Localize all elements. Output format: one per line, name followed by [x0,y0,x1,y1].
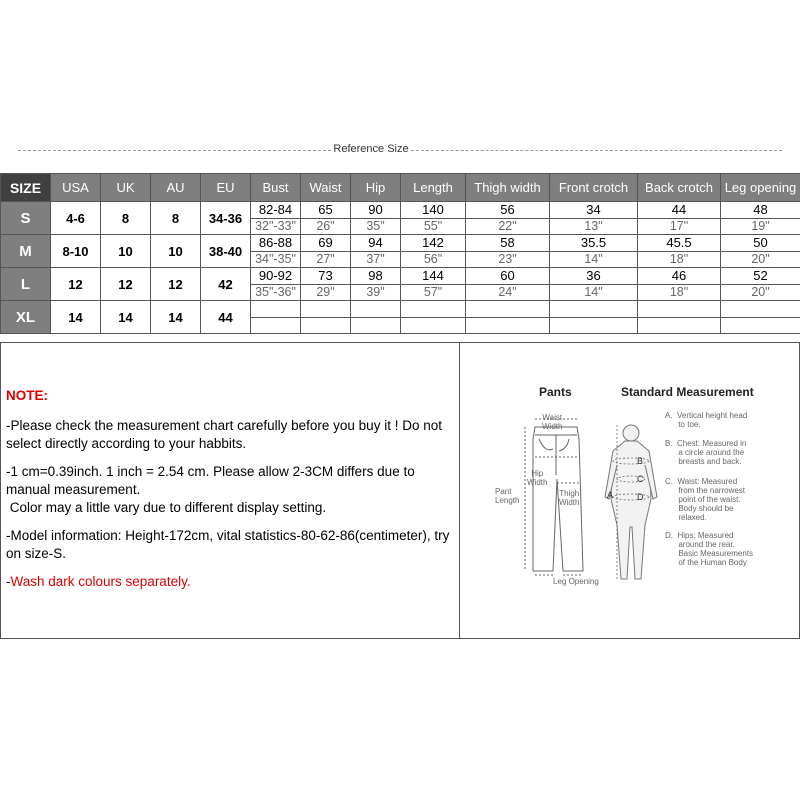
bust-in: 32"-33" [251,219,301,235]
header-au: AU [151,174,201,202]
empty-cell [721,318,800,334]
uk-cell: 12 [101,268,151,301]
eu-cell: 34-36 [201,202,251,235]
size-cell: XL [1,301,51,334]
note-model-info: -Model information: Height-172cm, vital statistics-80-62-86(centimeter), try on size-S. [6,528,450,561]
waist-in: 26" [301,219,351,235]
empty-cell [550,301,638,318]
thigh-in: 24" [466,285,550,301]
desc-c: C. Waist: Measured from the narrowest point of the waist. Body should be relaxed. [665,477,746,522]
front-crotch-cm: 36 [550,268,638,285]
empty-cell [351,301,401,318]
empty-cell [466,301,550,318]
waist-in: 29" [301,285,351,301]
measurement-diagram [479,379,789,629]
thigh-in: 23" [466,252,550,268]
header-waist: Waist [301,174,351,202]
thigh-in: 22" [466,219,550,235]
reference-line-left [18,150,331,152]
waist-in: 27" [301,252,351,268]
length-in: 55" [401,219,466,235]
empty-cell [721,301,800,318]
back-crotch-in: 18" [638,285,721,301]
note-unit-conversion [6,463,451,517]
empty-cell [251,318,301,334]
bust-cm: 90-92 [251,268,301,285]
size-cell: S [1,202,51,235]
note-title: NOTE: [6,388,48,403]
standard-measurement-title: Standard Measurement [621,385,754,399]
uk-cell: 8 [101,202,151,235]
length-in: 57" [401,285,466,301]
usa-cell: 12 [51,268,101,301]
bust-cm: 86-88 [251,235,301,252]
front-crotch-in: 14" [550,285,638,301]
note-check-chart: -Please check the measurement chart carefully before you buy it ! Do not select directly according to your habbits. [6,418,442,451]
desc-d: D. Hips: Measured around the rear. Basic Measurements of the Human Body [665,531,754,567]
header-bust: Bust [251,174,301,202]
empty-cell [301,318,351,334]
empty-cell [301,301,351,318]
header-thigh-width: Thigh width [466,174,550,202]
eu-cell: 44 [201,301,251,334]
length-cm: 144 [401,268,466,285]
au-cell: 12 [151,268,201,301]
note-unit-text: -1 cm=0.39inch. 1 inch = 2.54 cm. Please allow 2-3CM differs due to manual measurement. [6,464,415,497]
note-color-text: Color may a little vary due to different display setting. [6,500,327,515]
letter-c: C [637,474,644,484]
waist-cm: 65 [301,202,351,219]
empty-cell [351,318,401,334]
size-chart-table [0,173,800,334]
back-crotch-cm: 46 [638,268,721,285]
bust-cm: 82-84 [251,202,301,219]
empty-cell [401,301,466,318]
size-cell: L [1,268,51,301]
pant-length-label: Pant Length [495,487,520,505]
header-leg-opening: Leg opening [721,174,800,202]
header-usa: USA [51,174,101,202]
table-row [1,202,800,219]
leg-opening-in: 19" [721,219,800,235]
hip-cm: 98 [351,268,401,285]
au-cell: 14 [151,301,201,334]
note-wash [6,573,451,591]
bust-in: 34"-35" [251,252,301,268]
size-cell: M [1,235,51,268]
header-back-crotch: Back crotch [638,174,721,202]
hip-cm: 90 [351,202,401,219]
reference-line-right [411,150,782,152]
uk-cell: 10 [101,235,151,268]
hip-in: 37" [351,252,401,268]
table-row [1,268,800,285]
thigh-cm: 56 [466,202,550,219]
empty-cell [638,318,721,334]
header-length: Length [401,174,466,202]
waist-width-label: Waist Width [542,413,563,431]
pants-title: Pants [539,385,572,399]
leg-opening-in: 20" [721,285,800,301]
back-crotch-cm: 44 [638,202,721,219]
bust-in: 35"-36" [251,285,301,301]
waist-cm: 73 [301,268,351,285]
uk-cell: 14 [101,301,151,334]
table-row [1,235,800,252]
usa-cell: 8-10 [51,235,101,268]
thigh-cm: 58 [466,235,550,252]
front-crotch-cm: 35.5 [550,235,638,252]
header-uk: UK [101,174,151,202]
length-cm: 140 [401,202,466,219]
waist-cm: 69 [301,235,351,252]
back-crotch-cm: 45.5 [638,235,721,252]
hip-in: 35" [351,219,401,235]
empty-cell [251,301,301,318]
leg-opening-cm: 52 [721,268,800,285]
note-wash-text: Wash dark colours separately. [10,574,191,589]
thigh-width-label: Thigh Width [559,489,580,507]
desc-a: A. Vertical height head to toe. [665,411,748,429]
au-cell: 8 [151,202,201,235]
letter-d: D [637,492,644,502]
leg-opening-label: Leg Opening [553,577,599,586]
letter-b: B [637,456,644,466]
thigh-cm: 60 [466,268,550,285]
note-wash-dash: - [6,574,11,589]
leg-opening-in: 20" [721,252,800,268]
length-in: 56" [401,252,466,268]
au-cell: 10 [151,235,201,268]
empty-cell [466,318,550,334]
header-row [1,174,800,202]
empty-cell [550,318,638,334]
leg-opening-cm: 50 [721,235,800,252]
letter-a: A [607,490,614,500]
leg-opening-cm: 48 [721,202,800,219]
hip-width-label: Hip Width [527,469,548,487]
reference-title: Reference Size [331,143,411,155]
length-cm: 142 [401,235,466,252]
back-crotch-in: 17" [638,219,721,235]
back-crotch-in: 18" [638,252,721,268]
empty-cell [401,318,466,334]
usa-cell: 4-6 [51,202,101,235]
hip-in: 39" [351,285,401,301]
usa-cell: 14 [51,301,101,334]
front-crotch-in: 13" [550,219,638,235]
front-crotch-cm: 34 [550,202,638,219]
eu-cell: 42 [201,268,251,301]
table-row [1,301,800,318]
eu-cell: 38-40 [201,235,251,268]
info-panel [0,342,800,639]
header-hip: Hip [351,174,401,202]
front-crotch-in: 14" [550,252,638,268]
desc-b: B. Chest: Measured in a circle around the breasts and back. [665,439,747,466]
hip-cm: 94 [351,235,401,252]
header-eu: EU [201,174,251,202]
notes-section [6,387,451,601]
header-size: SIZE [1,174,51,202]
panel-divider [459,343,460,638]
header-front-crotch: Front crotch [550,174,638,202]
empty-cell [638,301,721,318]
